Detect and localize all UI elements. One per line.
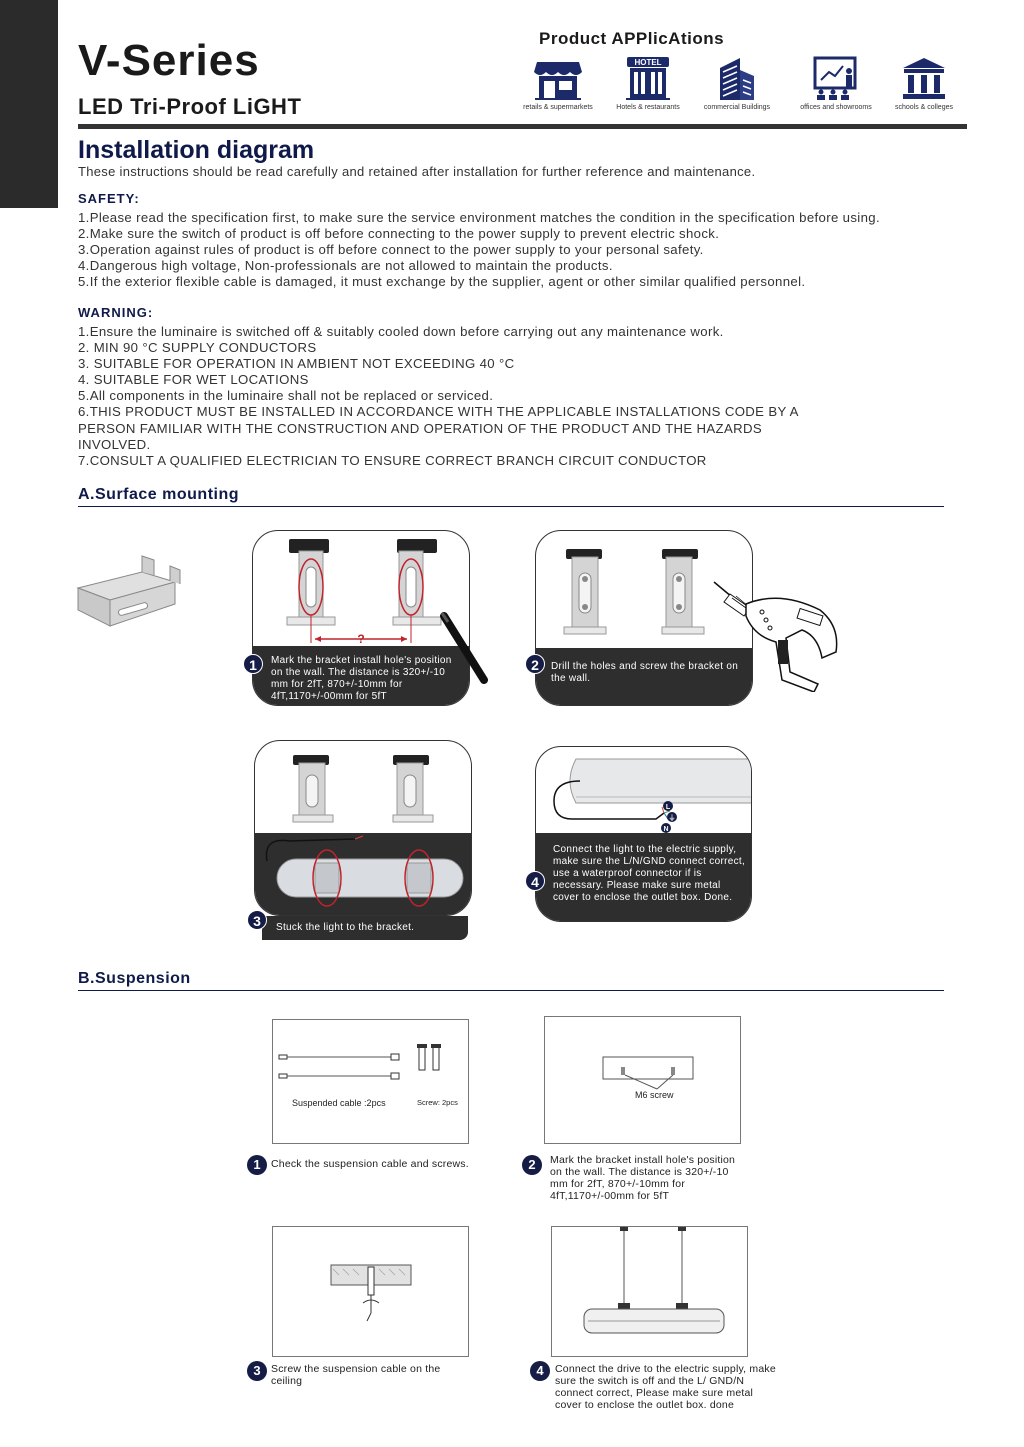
application-label: retails & supermarkets <box>523 104 593 111</box>
step-number-badge: 4 <box>525 871 545 891</box>
application-label: Hotels & restaurants <box>616 104 680 111</box>
terminal-l-label: L <box>665 804 671 811</box>
warning-item: PERSON FAMILIAR WITH THE CONSTRUCTION AND OPERATION OF THE PRODUCT AND THE HAZARDS <box>78 420 762 436</box>
application-offices <box>791 56 881 111</box>
surface-step-3-card <box>254 740 472 916</box>
light-on-bracket-illustration <box>255 741 472 916</box>
warning-item: 3. SUITABLE FOR OPERATION IN AMBIENT NOT EXCEEDING 40 °C <box>78 356 515 372</box>
suspension-step-2-text: Mark the bracket install hole's position on the wall. The distance is 320+/-10 mm for 2fT, 870+/-10mm for 4fT,1170+/-00mm for 5fT <box>550 1154 736 1202</box>
fixture-screw-points-illustration <box>545 1017 742 1097</box>
mounting-bracket-illustration <box>70 548 185 638</box>
cable-and-screws-illustration <box>273 1020 470 1100</box>
step-number-badge: 4 <box>530 1361 550 1381</box>
warning-item: INVOLVED. <box>78 436 151 452</box>
header-divider <box>78 124 967 129</box>
safety-list <box>78 210 880 290</box>
installation-intro: These instructions should be read carefully and retained after installation for further reference and maintenance. <box>78 164 756 179</box>
building-icon <box>712 56 762 100</box>
application-label: schools & colleges <box>895 104 953 111</box>
hotel-icon <box>623 56 673 100</box>
product-subtitle: LED Tri-Proof LiGHT <box>78 94 302 119</box>
shop-icon <box>533 56 583 100</box>
step-number-badge: 3 <box>247 910 267 930</box>
side-accent-bar <box>0 0 58 208</box>
suspension-step-3-text: Screw the suspension cable on the ceiling <box>271 1363 441 1387</box>
surface-step-2-text: Drill the holes and screw the bracket on the wall. <box>551 661 739 684</box>
warning-item: 2. MIN 90 °C SUPPLY CONDUCTORS <box>78 340 317 356</box>
application-commercial <box>692 56 782 111</box>
terminal-ground-label: ⏚ <box>668 814 676 822</box>
m6-screw-label: M6 screw <box>635 1090 674 1100</box>
suspended-light-illustration <box>552 1227 749 1358</box>
terminal-n-label: N <box>663 826 669 833</box>
screw-count-label: Screw: 2pcs <box>417 1098 458 1107</box>
warning-item: 6.THIS PRODUCT MUST BE INSTALLED IN ACCORDANCE WITH THE APPLICABLE INSTALLATIONS CODE BY A <box>78 404 799 420</box>
step-number-badge: 2 <box>525 654 545 674</box>
surface-mounting-heading: A.Surface mounting <box>78 486 944 507</box>
installation-heading: Installation diagram <box>78 136 315 164</box>
safety-item: 1.Please read the specification first, to make sure the service environment matches the condition in the specification before using. <box>78 210 880 225</box>
warning-list <box>78 324 799 469</box>
warning-item: 4. SUITABLE FOR WET LOCATIONS <box>78 372 309 388</box>
step-number-badge: 1 <box>247 1155 267 1175</box>
suspension-step-4-text: Connect the drive to the electric supply, make sure the switch is off and the L/ GND/N connect correct, Please make sure metal cover to enclose the outlet box. done <box>555 1363 776 1411</box>
safety-item: 3.Operation against rules of product is off before connect to the power supply to your personal safety. <box>78 242 704 258</box>
suspension-step-1-frame <box>272 1019 469 1144</box>
suspension-step-1-text: Check the suspension cable and screws. <box>271 1158 469 1170</box>
application-retail <box>513 56 603 111</box>
warning-label: WARNING: <box>78 305 154 320</box>
suspension-step-4-frame <box>551 1226 748 1357</box>
step-number-badge: 3 <box>247 1361 267 1381</box>
surface-step-1-text: Mark the bracket install hole's position on the wall. The distance is 320+/-10 mm for 2fT, 870+/-10mm for 4fT,1170+/-00mm for 5fT <box>271 655 452 702</box>
safety-label: SAFETY: <box>78 191 140 206</box>
presentation-icon <box>811 56 861 100</box>
application-label: offices and showrooms <box>800 104 872 111</box>
application-schools <box>879 56 969 111</box>
suspension-step-3-frame <box>272 1226 469 1357</box>
surface-step-4-text: Connect the light to the electric supply, make sure the L/N/GND connect correct, use a waterproof connector if is necessary. Please make sure metal cover to enclose the outlet box. Done. <box>553 844 746 903</box>
safety-item: 4.Dangerous high voltage, Non-professionals are not allowed to maintain the products. <box>78 258 613 274</box>
suspended-cable-label: Suspended cable :2pcs <box>292 1098 386 1108</box>
suspension-step-2-frame <box>544 1016 741 1144</box>
application-label: commercial Buildings <box>703 104 771 111</box>
step-number-badge: 1 <box>243 654 263 674</box>
pencil-icon <box>438 612 490 684</box>
warning-item: 1.Ensure the luminaire is switched off & suitably cooled down before carrying out any maintenance work. <box>78 324 724 339</box>
light-wiring-illustration <box>536 747 752 837</box>
hotel-sign-text: HOTEL <box>634 58 662 67</box>
suspension-heading: B.Suspension <box>78 970 944 991</box>
step-number-badge: 2 <box>522 1155 542 1175</box>
product-series-title: V-Series <box>78 36 260 85</box>
safety-item: 5.If the exterior flexible cable is damaged, it must exchange by the supplier, agent or other similar qualified personnel. <box>78 274 806 290</box>
warning-item: 7.CONSULT A QUALIFIED ELECTRICIAN TO ENSURE CORRECT BRANCH CIRCUIT CONDUCTOR <box>78 452 707 468</box>
warning-item: 5.All components in the luminaire shall not be replaced or serviced. <box>78 388 494 404</box>
ceiling-anchor-illustration <box>273 1227 470 1358</box>
safety-item: 2.Make sure the switch of product is off before connecting to the power supply to prevent electric shock. <box>78 226 720 242</box>
school-icon <box>899 56 949 100</box>
distance-question-mark: ? <box>357 632 365 646</box>
applications-title: Product APPlicAtions <box>539 29 725 48</box>
surface-step-3-text: Stuck the light to the bracket. <box>276 922 415 933</box>
application-hotel <box>603 56 693 111</box>
power-drill-icon <box>710 580 845 692</box>
surface-step-4-card <box>535 746 752 922</box>
